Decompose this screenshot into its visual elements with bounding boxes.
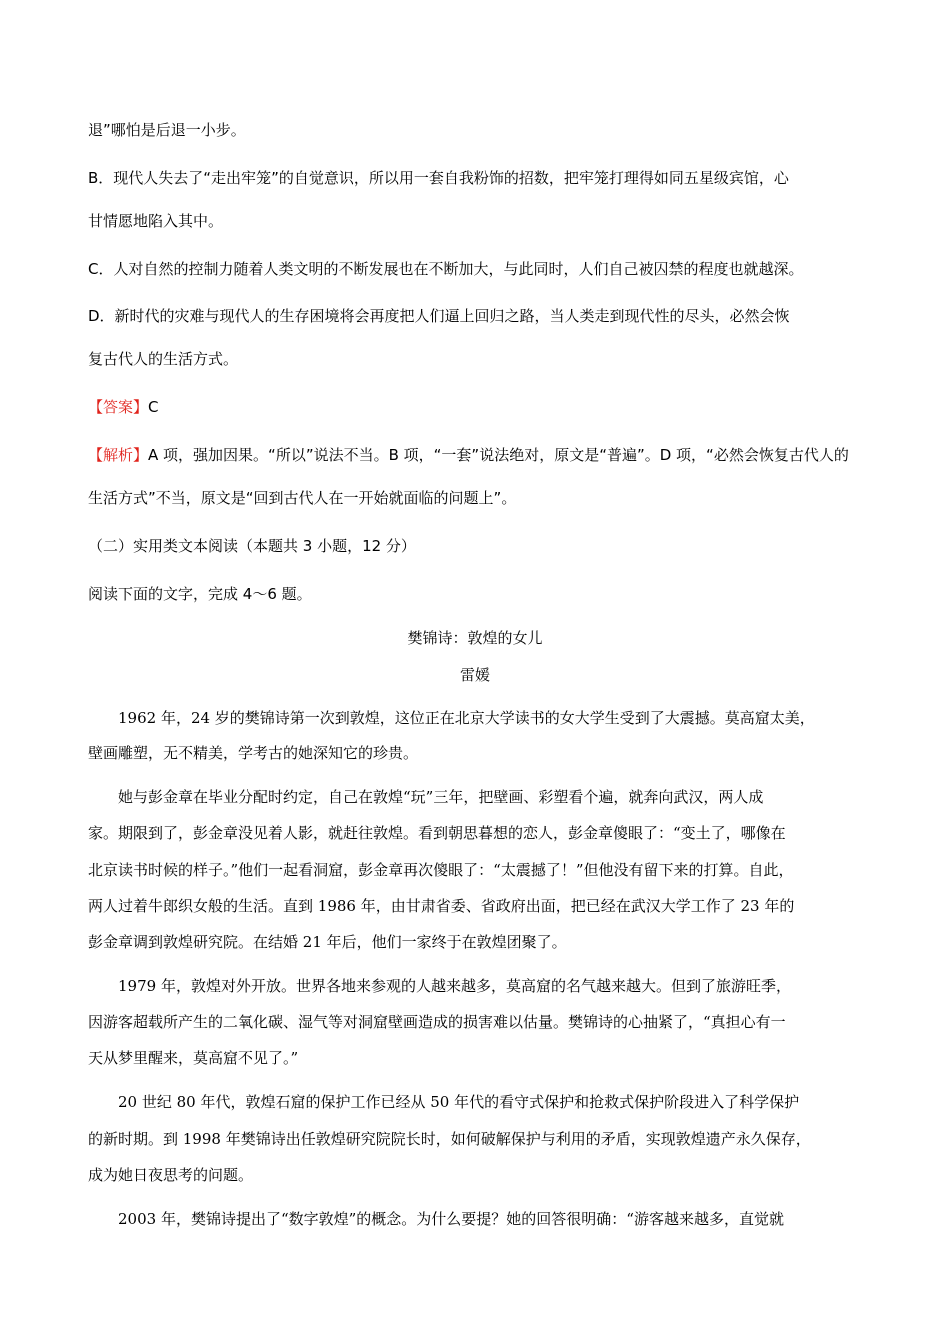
para-2-line-4: 两人过着牛郎织女般的生活。直到 1986 年，由甘肃省委、省政府出面，把已经在武汉大学工作了 23 年的 (88, 897, 795, 915)
para-5-line-1: 2003 年，樊锦诗提出了“数字敦煌”的概念。为什么要提？她的回答很明确：“游客越来越多，直觉就 (118, 1210, 784, 1228)
option-d-line-2: 复古代人的生活方式。 (88, 350, 239, 368)
para-1-line-2: 壁画雕塑，无不精美，学考古的她深知它的珍贵。 (88, 744, 419, 762)
para-1-line-1: 1962 年，24 岁的樊锦诗第一次到敦煌，这位正在北京大学读书的女大学生受到了大震撼。莫高窟太美， (118, 709, 815, 727)
article-author: 雷媛 (459, 666, 490, 684)
para-3-line-1: 1979 年，敦煌对外开放。世界各地来参观的人越来越多，莫高窟的名气越来越大。但到了旅游旺季， (118, 977, 791, 995)
answer-line (88, 396, 864, 418)
para-3-line-2: 因游客超载所产生的二氧化碳、湿气等对洞窟壁画造成的损害难以估量。樊锦诗的心抽紧了，“真担心有一 (88, 1013, 786, 1031)
analysis-line-2: 生活方式”不当，原文是“回到古代人在一开始就面临的问题上”。 (88, 489, 517, 507)
article-title: 樊锦诗：敦煌的女儿 (407, 629, 543, 647)
option-d-line-1: D．新时代的灾难与现代人的生存困境将会再度把人们逼上回归之路，当人类走到现代性的尽头，必然会恢 (88, 307, 790, 325)
para-2-line-3: 北京读书时候的样子。”他们一起看洞窟，彭金章再次傻眼了：“太震撼了！”但他没有留下来的打算。自此， (88, 861, 794, 879)
para-2-line-2: 家。期限到了，彭金章没见着人影，就赶往敦煌。看到朝思暮想的恋人，彭金章傻眼了：“变土了，哪像在 (88, 824, 786, 842)
answer-value: C (148, 398, 159, 416)
para-2-line-1: 她与彭金章在毕业分配时约定，自己在敦煌“玩”三年，把壁画、彩塑看个遍，就奔向武汉，两人成 (118, 788, 764, 806)
option-b-line-1: B．现代人失去了“走出牢笼”的自觉意识，所以用一套自我粉饰的招数，把牢笼打理得如同五星级宾馆，心 (88, 169, 789, 187)
analysis-tag: 【解析】 (88, 446, 149, 464)
para-4-line-3: 成为她日夜思考的问题。 (88, 1166, 254, 1184)
option-c-line-1: C．人对自然的控制力随着人类文明的不断发展也在不断加大，与此同时，人们自己被囚禁的程度也就越深。 (88, 260, 804, 278)
section-heading: （二）实用类文本阅读（本题共 3 小题，12 分） (88, 537, 416, 555)
option-a-continuation: 退”哪怕是后退一小步。 (88, 121, 246, 139)
section-instruction: 阅读下面的文字，完成 4～6 题。 (88, 585, 312, 603)
para-2-line-5: 彭金章调到敦煌研究院。在结婚 21 年后，他们一家终于在敦煌团聚了。 (88, 933, 567, 951)
analysis-line-1 (88, 444, 864, 466)
para-4-line-2: 的新时期。到 1998 年樊锦诗出任敦煌研究院院长时，如何破解保护与利用的矛盾，实现敦煌遗产永久保存， (88, 1130, 811, 1148)
answer-tag: 【答案】 (88, 398, 149, 416)
option-b-line-2: 甘情愿地陷入其中。 (88, 212, 224, 230)
para-4-line-1: 20 世纪 80 年代，敦煌石窟的保护工作已经从 50 年代的看守式保护和抢救式保护阶段进入了科学保护 (118, 1093, 800, 1111)
para-3-line-3: 天从梦里醒来，莫高窟不见了。” (88, 1049, 299, 1067)
analysis-text: A 项，强加因果。“所以”说法不当。B 项，“一套”说法绝对，原文是“普遍”。D 项，“必然会恢复古代人的 (148, 446, 849, 464)
